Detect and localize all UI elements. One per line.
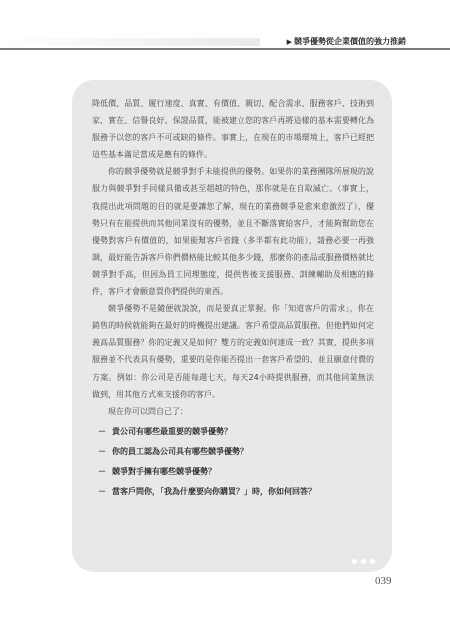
question-text: 你的員工認為公司具有哪些競爭優勢？ bbox=[112, 446, 248, 456]
dash-bullet-icon: － bbox=[98, 466, 106, 476]
body-text bbox=[92, 95, 374, 502]
dash-bullet-icon: － bbox=[98, 426, 106, 436]
question-text: 當客戶問你，「我為什麼要向你購買？」時，你如何回答？ bbox=[112, 486, 316, 496]
chapter-title bbox=[283, 37, 406, 47]
paragraph-2: 你的競爭優勢就是競爭對手未能提供的優勢。如果你的業務團隊所展現的說服力與競爭對手同樣具備或甚至超越的特色，那你就是在自取滅亡。（事實上，我提出此項問題的目的就是要讓您了解，現在的業務競爭是愈來愈激烈了），優勢只有在能提供而其他同業沒有的優勢，並且不斷落實給客戶，才能夠幫助您在優勢對客戶有價值的，如果能幫客戶省錢（多半都有此功能），請務必要一再強調，最好能告訴客戶你們價格能比較其他多少錢，那麼你的產品或服務價格就比競爭對手高，但因為員工同理態度，提供售後支援服務、訓練輔助及相應的條件，客戶才會願意買你們提供的東西。 bbox=[92, 167, 374, 297]
chapter-title-text: 競爭優勢從企業價值的強力推銷 bbox=[294, 37, 406, 46]
question-list bbox=[92, 422, 374, 502]
question-item bbox=[98, 482, 374, 502]
page-number: 039 bbox=[375, 575, 392, 587]
dash-bullet-icon: － bbox=[98, 486, 106, 496]
dash-bullet-icon: － bbox=[98, 446, 106, 456]
paragraph-1: 降低價、品質、履行速度、真實、有價值、親切、配合需求、服務客戶、技術到家、實在、信譽良好、保證品質，能被建立您的客戶再將這樣的基本需要轉化為服務予以您的客戶不可或缺的條件。事實上，在現在的市場環境上，客戶已經把這些基本滿足當成是應有的條件。 bbox=[92, 99, 374, 160]
decorative-dots-icon bbox=[352, 559, 375, 564]
triangle-marker-icon: ▶ bbox=[286, 38, 292, 46]
dot bbox=[370, 559, 375, 564]
dot bbox=[361, 559, 366, 564]
question-text: 貴公司有哪些最重要的競爭優勢？ bbox=[112, 426, 232, 436]
header-gradient bbox=[0, 38, 260, 46]
paragraph-3: 競爭優勢不是隨便就說說，而是要真正掌握。你「知道客戶的需求」，你在銷售的時候就能夠在最好的時機提出建議。客戶希望高品質服務，但他們如何定義高品質服務？你的定義又是如何？雙方的定義如何達成一致？其實，提供多項服務並不代表具有優勢，重要的是你能否提出一套客戶希望的、並且願意付費的方案。例如：你公司是否能每週七天，每天24小時提供服務，而其他同業無法做到，用其他方式來支援你的客戶。 bbox=[92, 304, 374, 399]
question-item bbox=[98, 462, 374, 482]
question-prompt: 現在你可以問自己了： bbox=[108, 406, 188, 416]
dot bbox=[352, 559, 357, 564]
question-item bbox=[98, 442, 374, 462]
question-item bbox=[98, 422, 374, 442]
question-text: 競爭對手擁有哪些競爭優勢？ bbox=[112, 466, 216, 476]
